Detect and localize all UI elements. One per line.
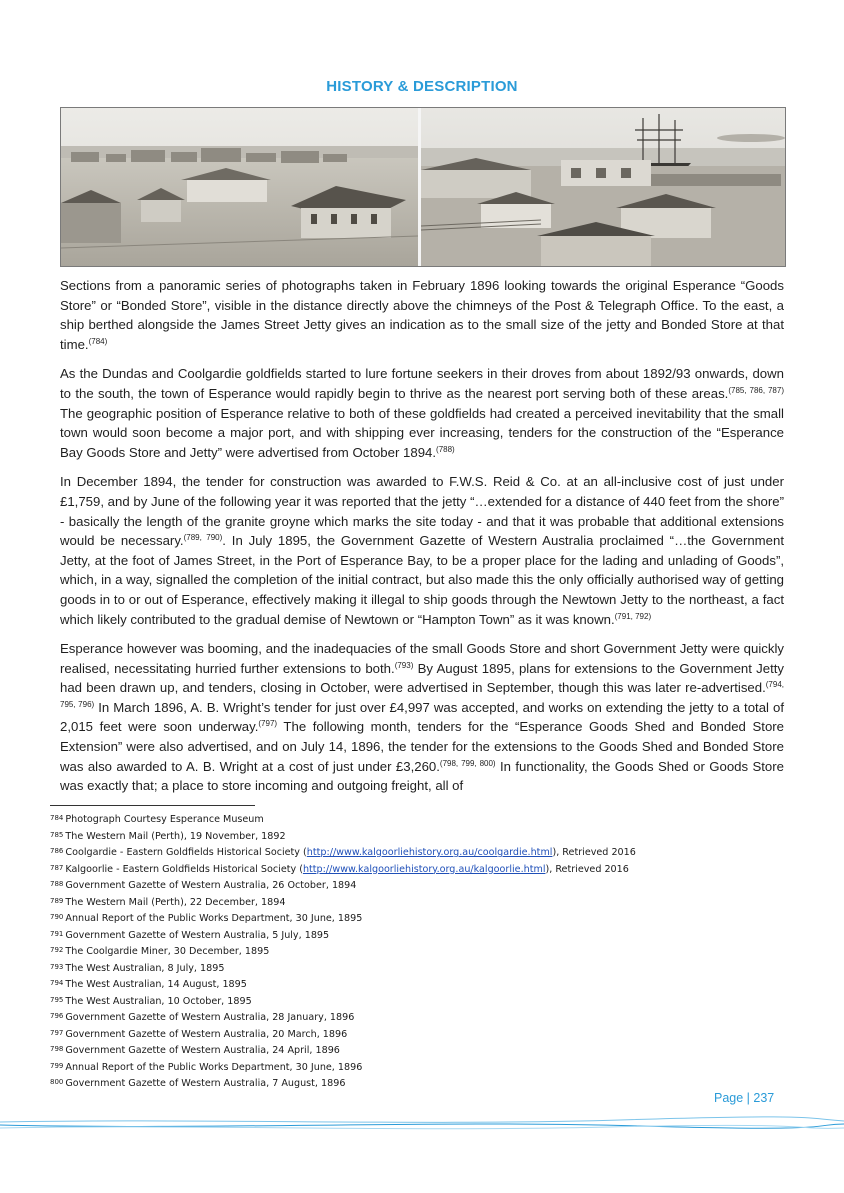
footnote-ref: (794, 795, 796) — [60, 680, 784, 709]
footnote-text: Government Gazette of Western Australia, 28 January, 1896 — [65, 1012, 355, 1023]
paragraph-goldfields — [60, 364, 784, 462]
paragraph-text: As the Dundas and Coolgardie goldfields started to lure fortune seekers in their droves from about 1892/93 onwards, down to the south, the town of Esperance would rapidly begin to thrive as the nearest port serving both of these areas. — [60, 366, 784, 401]
footnote — [50, 1059, 790, 1076]
footnote-text: ), Retrieved 2016 — [545, 863, 629, 875]
footnote-text: Government Gazette of Western Australia, 20 March, 1896 — [65, 1028, 348, 1040]
panoramic-photographs — [60, 107, 786, 267]
footnote — [50, 894, 790, 911]
footnote — [50, 844, 790, 861]
footnote-ref: (797) — [258, 719, 278, 729]
footnote-text: Government Gazette of Western Australia, 5 July, 1895 — [65, 929, 330, 941]
footnote-text: The West Australian, 14 August, 1895 — [65, 979, 247, 990]
footnote-ref: (793) — [394, 660, 414, 670]
footnote-text: Government Gazette of Western Australia, 7 August, 1896 — [65, 1078, 346, 1089]
footnote-text: The Western Mail (Perth), 22 December, 1894 — [65, 896, 286, 908]
footnote — [50, 910, 790, 927]
photo-jetty-ship — [421, 108, 785, 266]
footnote-number: 799 — [50, 1061, 64, 1070]
paragraph-text: The following month, tenders for the “Esperance Goods Shed and Bonded Store Extension” were also advertised, and on July 14, 1896, the tender for the extensions to the Goods Shed and Bonded Store was also awarded to A. B. Wright at a cost of just under £3,260. — [60, 719, 785, 774]
footnote-ref: (791, 792) — [614, 611, 652, 621]
footnote-number: 787 — [50, 863, 64, 872]
footnote-number: 800 — [50, 1078, 64, 1086]
footnote-text: ), Retrieved 2016 — [552, 847, 636, 858]
footnote — [50, 927, 790, 944]
footnote-number: 794 — [50, 979, 64, 987]
footnote-ref: (784) — [88, 336, 108, 346]
footnote-text: The West Australian, 8 July, 1895 — [65, 962, 225, 974]
footnote-ref: (785, 786, 787) — [728, 385, 784, 395]
footnote-link[interactable]: http://www.kalgoorliehistory.org.au/coolgardie.html — [306, 847, 553, 858]
footnote — [50, 976, 790, 993]
footnote — [50, 1042, 790, 1059]
footnote — [50, 993, 790, 1010]
footnote-text: Annual Report of the Public Works Department, 30 June, 1896 — [65, 1061, 363, 1073]
paragraph-text: In March 1896, A. B. Wright’s tender for just over £4,997 was accepted, and works on extending the jetty to a total of 2,015 feet were soon underway. — [60, 699, 784, 735]
footnote — [50, 943, 790, 960]
footnote — [50, 877, 790, 894]
footnote-number: 786 — [50, 847, 64, 855]
footnote-number: 792 — [50, 946, 64, 954]
footnote-number: 785 — [50, 830, 64, 839]
paragraph-text: In December 1894, the tender for construction was awarded to F.W.S. Reid & Co. at an all-inclusive cost of just under £1,759, and by June of the following year it was reported that the jetty “…extended for a distance of 440 feet from the shore” - basically the length of the granite groyne which marks the site today - and that it was probable that additional extensions would be necessary. — [60, 474, 784, 549]
footnote-number: 795 — [50, 995, 64, 1004]
decorative-wave-lines — [0, 1108, 844, 1138]
footnote — [50, 960, 790, 977]
footnote-separator — [50, 805, 255, 806]
paragraph-text: By August 1895, plans for extensions to the Government Jetty had been drawn up, and tenders, closing in October, were advertised in September, though this was later re-advertised. — [60, 660, 784, 696]
footnote-number: 796 — [50, 1012, 64, 1020]
paragraph-text: Esperance however was booming, and the inadequacies of the small Goods Store and short Government Jetty were quickly realised, necessitating hurried further extensions to both. — [60, 641, 784, 676]
section-heading: HISTORY & DESCRIPTION — [326, 78, 518, 95]
paragraph-text: The geographic position of Esperance relative to both of these goldfields had created a perceived inevitability that the small town would soon become a major port, and with shipping ever increasing, tenders for the construction of the “Esperance Bay Goods Store and Jetty” were advertised from October 1894. — [60, 405, 784, 460]
footnote-text: Government Gazette of Western Australia, 26 October, 1894 — [65, 880, 357, 891]
footnote-number: 791 — [50, 929, 64, 938]
paragraph-text: . In July 1895, the Government Gazette of Western Australia proclaimed “…the Government Jetty, at the foot of James Street, in the Port of Esperance Bay, to be a proper place for the lading and unlading of Goods”, which, in a way, signalled the completion of the initial contract, but also made this the only officially authorised way of getting goods in to or out of Esperance, effectively making it illegal to ship goods through the Newtown Jetty to the northeast, a fact which likely contributed to the gradual demise of Newtown or “Hampton Town” as it was known. — [60, 533, 785, 627]
paragraph-text: In functionality, the Goods Shed or Goods Store was exactly that; a place to store incoming and outgoing freight, all of — [60, 758, 784, 794]
footnote-text: Government Gazette of Western Australia, 24 April, 1896 — [65, 1045, 340, 1056]
footnote-number: 784 — [50, 814, 64, 822]
page-number: Page | 237 — [714, 1091, 775, 1105]
footnote — [50, 1026, 790, 1043]
paragraph-booming — [60, 639, 784, 796]
footnote-number: 797 — [50, 1028, 64, 1037]
footnote-text: Kalgoorlie - Eastern Goldfields Historical Society ( — [65, 863, 303, 875]
body-text — [60, 276, 784, 806]
footnote-ref: (798, 799, 800) — [439, 758, 496, 768]
footnote — [50, 828, 790, 845]
footnote — [50, 1009, 790, 1026]
footnote — [50, 861, 790, 878]
footnote-ref: (789, 790) — [183, 533, 223, 543]
footnote-number: 798 — [50, 1045, 64, 1053]
footnote — [50, 811, 790, 828]
footnote-text: Photograph Courtesy Esperance Museum — [65, 814, 264, 825]
footnote-text: Annual Report of the Public Works Department, 30 June, 1895 — [65, 913, 363, 924]
photo-caption-paragraph — [60, 276, 784, 354]
footnote-ref: (788) — [436, 444, 455, 454]
footnote-text: The Western Mail (Perth), 19 November, 1892 — [65, 830, 286, 842]
footnote-number: 793 — [50, 962, 64, 971]
footnote-text: Coolgardie - Eastern Goldfields Historical Society ( — [65, 847, 307, 858]
footnote-text: The West Australian, 10 October, 1895 — [65, 995, 252, 1007]
paragraph-tender-1894 — [60, 472, 784, 629]
footnote — [50, 1075, 790, 1092]
footnote-number: 789 — [50, 896, 64, 905]
caption-text: Sections from a panoramic series of photographs taken in February 1896 looking towards the original Esperance “Goods Store” or “Bonded Store”, visible in the distance directly above the chimneys of the Post & Telegraph Office. To the east, a ship berthed alongside the James Street Jetty gives an indication as to the small size of the jetty and Bonded Store at that time. — [60, 278, 784, 352]
footnote-link[interactable]: http://www.kalgoorliehistory.org.au/kalgoorlie.html — [302, 863, 546, 875]
footnote-text: The Coolgardie Miner, 30 December, 1895 — [65, 946, 270, 957]
footnotes-list — [50, 811, 790, 1092]
footnote-number: 790 — [50, 913, 64, 921]
footnote-number: 788 — [50, 880, 64, 888]
photo-town-street — [61, 108, 418, 266]
